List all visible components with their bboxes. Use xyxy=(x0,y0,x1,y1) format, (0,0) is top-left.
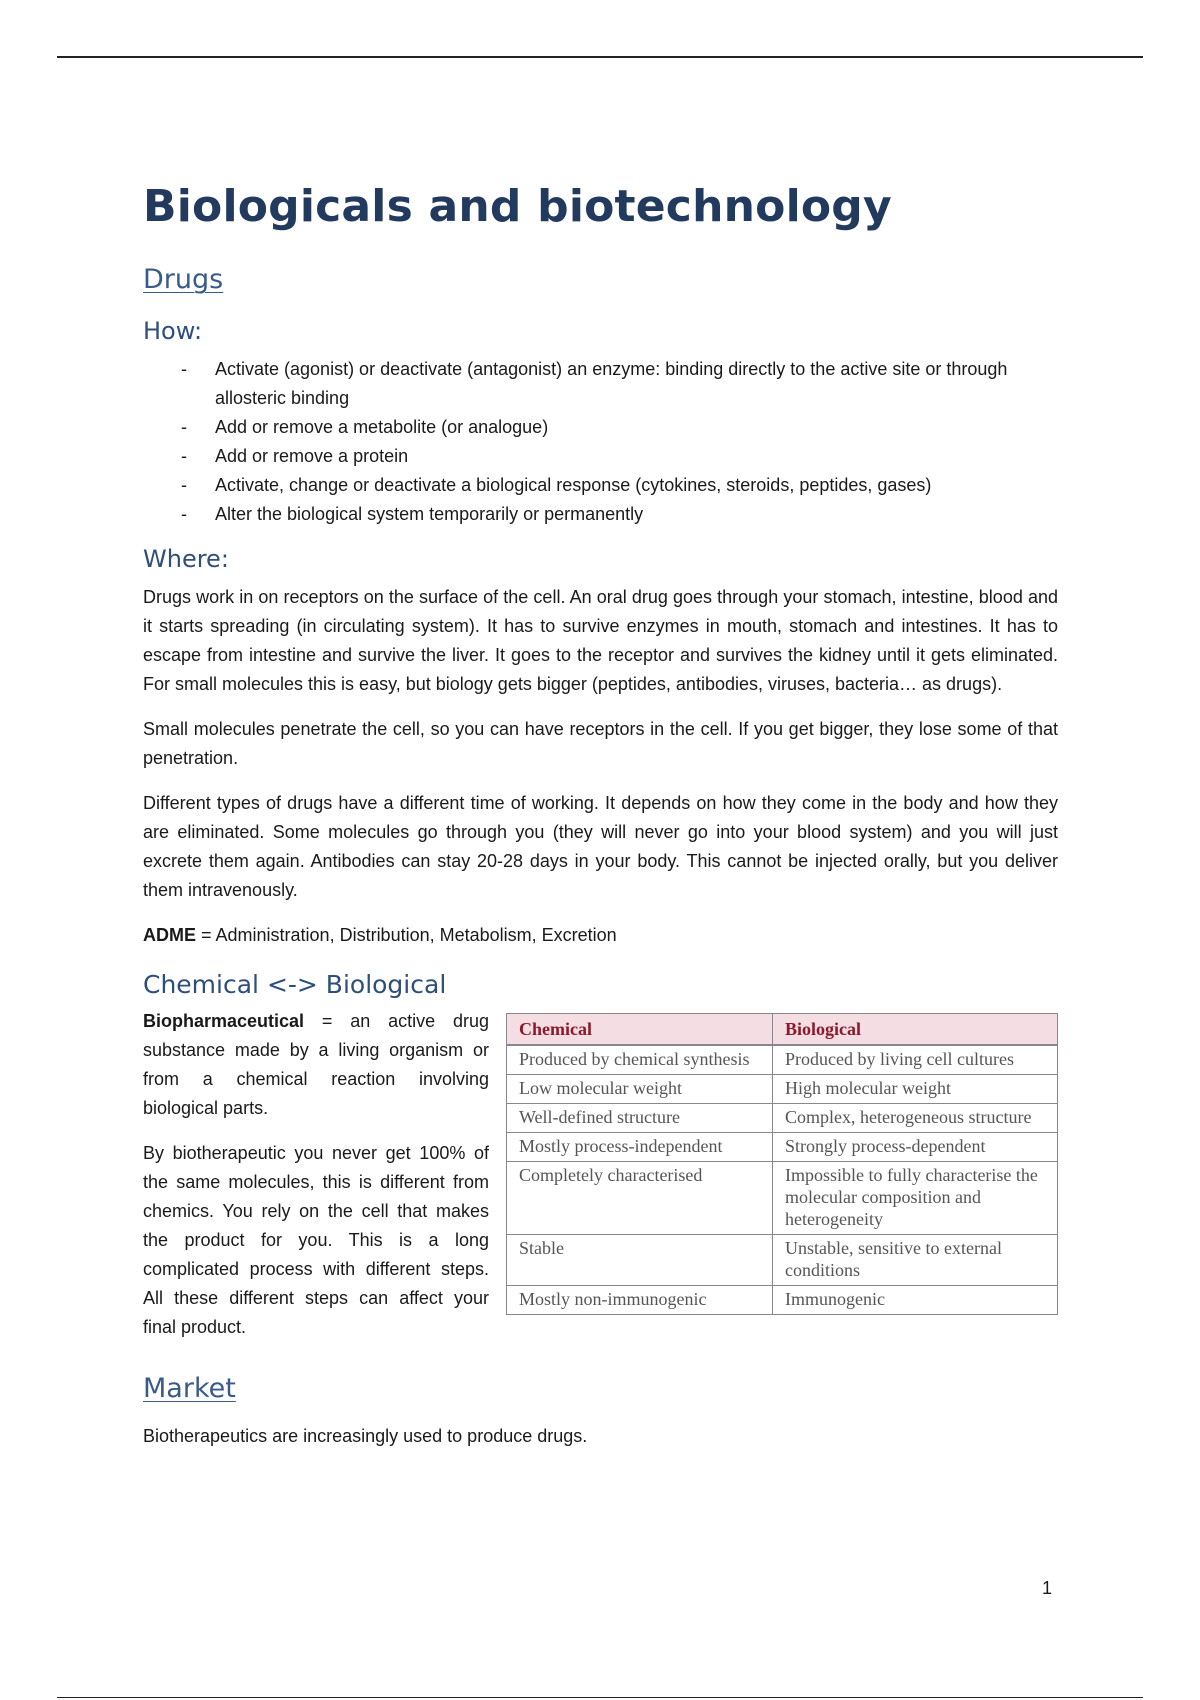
page-number: 1 xyxy=(1042,1578,1053,1598)
table-cell: Completely characterised xyxy=(507,1162,773,1235)
comparison-table xyxy=(506,1013,1058,1315)
list-item: - Activate, change or deactivate a biological response (cytokines, steroids, peptides, gases) xyxy=(181,475,932,495)
table-cell: Impossible to fully characterise the molecular composition and heterogeneity xyxy=(773,1162,1058,1235)
table-cell: Produced by living cell cultures xyxy=(773,1045,1058,1075)
table-cell: Mostly non-immunogenic xyxy=(507,1286,773,1315)
list-item: - Add or remove a metabolite (or analogue) xyxy=(181,417,549,437)
comparison-section xyxy=(143,1007,1058,1357)
section-heading-drugs: Drugs xyxy=(143,264,224,295)
page-content xyxy=(143,180,1058,1451)
list-item: - Alter the biological system temporarily or permanently xyxy=(181,504,644,524)
how-heading: How: xyxy=(143,317,203,345)
section-heading-market: Market xyxy=(143,1373,236,1404)
table-row xyxy=(507,1104,1058,1133)
biopharm-def: = an active drug substance made by a living organism or from a chemical reaction involving biological parts. xyxy=(143,1011,489,1118)
bottom-rule xyxy=(57,1697,1143,1698)
biopharm-definition xyxy=(143,1007,489,1123)
table-cell: Immunogenic xyxy=(773,1286,1058,1315)
biopharmaceutical-text xyxy=(143,1007,489,1342)
table-header-row xyxy=(507,1014,1058,1046)
page-title: Biologicals and biotechnology xyxy=(143,181,892,232)
table-row xyxy=(507,1075,1058,1104)
adme-definition xyxy=(143,921,1058,950)
table-row xyxy=(507,1162,1058,1235)
market-paragraph: Biotherapeutics are increasingly used to produce drugs. xyxy=(143,1426,588,1446)
table-row xyxy=(507,1133,1058,1162)
table-cell: Complex, heterogeneous structure xyxy=(773,1104,1058,1133)
biopharm-term: Biopharmaceutical xyxy=(143,1011,305,1031)
table-row xyxy=(507,1045,1058,1075)
adme-term: ADME xyxy=(143,925,196,945)
where-paragraph-3: Different types of drugs have a different time of working. It depends on how they come in the body and how they are eliminated. Some molecules go through you (they will never go into your blood system) and you will just excrete them again. Antibodies can stay 20-28 days in your body. This cannot be injected orally, but you deliver them intravenously. xyxy=(143,793,1058,900)
table-row xyxy=(507,1235,1058,1286)
top-rule xyxy=(57,56,1143,58)
table-header-biological: Biological xyxy=(773,1014,1058,1046)
chemical-biological-heading: Chemical <-> Biological xyxy=(143,970,447,999)
table-row xyxy=(507,1286,1058,1315)
table-cell: Mostly process-independent xyxy=(507,1133,773,1162)
table-cell: Produced by chemical synthesis xyxy=(507,1045,773,1075)
table-cell: Low molecular weight xyxy=(507,1075,773,1104)
where-paragraph-1: Drugs work in on receptors on the surface of the cell. An oral drug goes through your stomach, intestine, blood and it starts spreading (in circulating system). It has to survive enzymes in mouth, stomach and intestines. It has to escape from intestine and survive the liver. It goes to the receptor and survives the kidney until it gets eliminated. For small molecules this is easy, but biology gets bigger (peptides, antibodies, viruses, bacteria… as drugs). xyxy=(143,587,1058,694)
biotherapeutic-paragraph: By biotherapeutic you never get 100% of the same molecules, this is different from chemics. You rely on the cell that makes the product for you. This is a long complicated process with different steps. All these different steps can affect your final product. xyxy=(143,1143,489,1337)
table-cell: Strongly process-dependent xyxy=(773,1133,1058,1162)
list-item: - Activate (agonist) or deactivate (antagonist) an enzyme: binding directly to the active site or through allosteric binding xyxy=(181,359,1008,408)
table-cell: High molecular weight xyxy=(773,1075,1058,1104)
how-list xyxy=(143,355,1058,529)
table-header-chemical: Chemical xyxy=(507,1014,773,1046)
where-paragraph-2: Small molecules penetrate the cell, so you can have receptors in the cell. If you get bigger, they lose some of that penetration. xyxy=(143,719,1058,768)
table-cell: Stable xyxy=(507,1235,773,1286)
list-item: - Add or remove a protein xyxy=(181,446,409,466)
table-cell: Well-defined structure xyxy=(507,1104,773,1133)
adme-def: = Administration, Distribution, Metabolism, Excretion xyxy=(196,925,617,945)
where-heading: Where: xyxy=(143,545,229,573)
table-cell: Unstable, sensitive to external conditions xyxy=(773,1235,1058,1286)
